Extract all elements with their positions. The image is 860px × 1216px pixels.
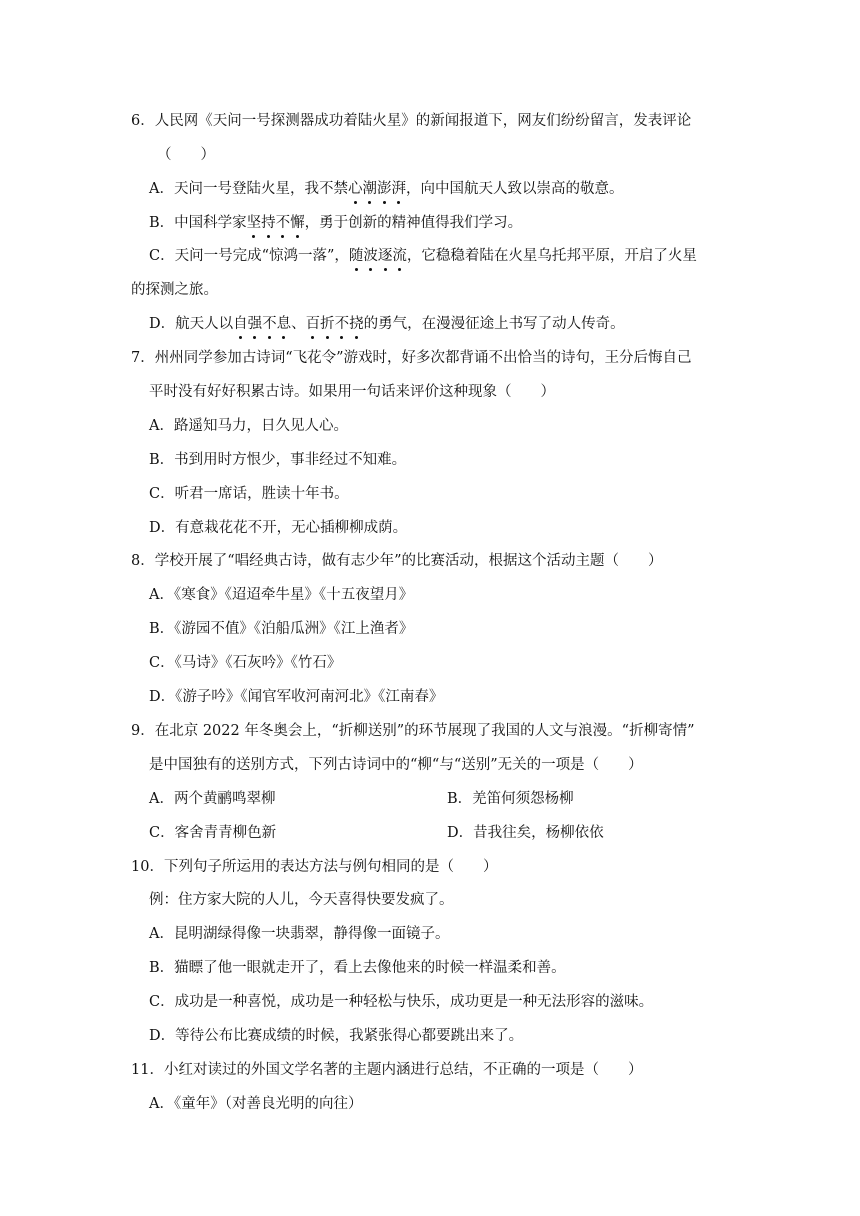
question-11-option-a: A．《童年》（对善良光明的向往） bbox=[149, 1096, 363, 1112]
question-6-option-c-continuation: 的探测之旅。 bbox=[131, 282, 218, 298]
question-7-option-a: A．路遥知马力，日久见人心。 bbox=[149, 418, 348, 434]
question-6-option-a bbox=[149, 179, 623, 199]
question-6-option-b bbox=[149, 213, 522, 233]
question-7-stem: 7．州州同学参加古诗词“飞花令”游戏时，好多次都背诵不出恰当的诗句，王分后悔自己 bbox=[131, 350, 692, 366]
dotted-emphasis-phrase bbox=[349, 248, 407, 264]
emphasis-char: 坚 bbox=[246, 215, 262, 231]
question-6-stem: 6．人民网《天问一号探测器成功着陆火星》的新闻报道下，网友们纷纷留言，发表评论 bbox=[131, 113, 692, 129]
option-b-text-before: B．中国科学家 bbox=[149, 215, 247, 231]
question-8-option-a: A．《寒食》《迢迢牵牛星》《十五夜望月》 bbox=[149, 587, 414, 603]
question-8-option-d: D．《游子吟》《闻官军收河南河北》《江南春》 bbox=[149, 689, 444, 705]
emphasis-char: 潮 bbox=[362, 181, 377, 197]
dotted-emphasis-phrase bbox=[306, 316, 364, 332]
emphasis-char: 不 bbox=[275, 215, 291, 231]
emphasis-char: 不 bbox=[262, 316, 277, 332]
dotted-emphasis-phrase bbox=[348, 181, 406, 197]
question-9-stem: 9．在北京 2022 年冬奥会上，“折柳送别”的环节展现了我国的人文与浪漫。“折柳寄情” bbox=[131, 723, 695, 739]
emphasis-char: 百 bbox=[305, 316, 321, 332]
question-11-stem: 11．小红对读过的外国文学名著的主题内涵进行总结，不正确的一项是（ ） bbox=[131, 1062, 643, 1078]
dotted-emphasis-phrase bbox=[247, 215, 305, 231]
option-c-text-before: C．天问一号完成“惊鸿一落”， bbox=[149, 248, 349, 264]
emphasis-char: 随 bbox=[348, 248, 364, 264]
question-7-option-c: C．听君一席话，胜读十年书。 bbox=[149, 486, 349, 502]
dotted-emphasis-phrase bbox=[233, 316, 291, 332]
question-9-option-a: A．两个黄鹂鸣翠柳 bbox=[149, 791, 276, 807]
emphasis-char: 不 bbox=[334, 316, 350, 332]
emphasis-char: 折 bbox=[320, 316, 335, 332]
emphasis-char: 强 bbox=[247, 316, 263, 332]
option-c-text-after: ，它稳稳着陆在火星乌托邦平原，开启了火星 bbox=[406, 248, 697, 264]
question-8-stem: 8．学校开展了“唱经典古诗，做有志少年”的比赛活动，根据这个活动主题（ ） bbox=[131, 553, 663, 569]
question-10-example: 例：住方家大院的人儿，今天喜得快要发疯了。 bbox=[149, 892, 454, 908]
question-8-option-c: C．《马诗》《石灰吟》《竹石》 bbox=[149, 655, 342, 671]
emphasis-char: 澎 bbox=[376, 181, 392, 197]
option-a-text-after: ，向中国航天人致以崇高的敬意。 bbox=[405, 181, 624, 197]
emphasis-char: 持 bbox=[261, 215, 276, 231]
question-9-option-c: C．客舍青青柳色新 bbox=[149, 825, 277, 841]
question-10-option-c: C．成功是一种喜悦，成功是一种轻松与快乐，成功更是一种无法形容的滋味。 bbox=[149, 994, 654, 1010]
question-9-option-b: B．羌笛何须怨杨柳 bbox=[447, 791, 574, 807]
emphasis-char: 心 bbox=[347, 181, 363, 197]
option-d-separator: 、 bbox=[291, 316, 306, 332]
question-10-option-a: A．昆明湖绿得像一块翡翠，静得像一面镜子。 bbox=[149, 926, 450, 942]
question-6-option-d bbox=[149, 314, 625, 334]
question-6-option-c bbox=[149, 246, 697, 266]
emphasis-char: 流 bbox=[392, 248, 407, 264]
question-7-stem-continuation: 平时没有好好积累古诗。如果用一句话来评价这种现象（ ） bbox=[149, 384, 555, 400]
question-7-option-b: B．书到用时方恨少，事非经过不知难。 bbox=[149, 452, 407, 468]
emphasis-char: 逐 bbox=[377, 248, 393, 264]
question-9-stem-continuation: 是中国独有的送别方式，下列古诗词中的“柳“与“送别”无关的一项是（ ） bbox=[149, 757, 643, 773]
question-10-option-d: D．等待公布比赛成绩的时候，我紧张得心都要跳出来了。 bbox=[149, 1028, 524, 1044]
question-10-option-b: B．猫瞟了他一眼就走开了，看上去像他来的时候一样温柔和善。 bbox=[149, 960, 566, 976]
question-6-answer-paren: （ ） bbox=[157, 147, 215, 163]
emphasis-char: 息 bbox=[276, 316, 292, 332]
question-9-option-d: D．昔我往矣，杨柳依依 bbox=[447, 825, 604, 841]
emphasis-char: 挠 bbox=[349, 316, 364, 332]
option-d-text-after: 的勇气，在漫漫征途上书写了动人传奇。 bbox=[363, 316, 625, 332]
emphasis-char: 湃 bbox=[391, 181, 406, 197]
option-b-text-after: ，勇于创新的精神值得我们学习。 bbox=[304, 215, 523, 231]
emphasis-char: 懈 bbox=[290, 215, 305, 231]
emphasis-char: 自 bbox=[233, 316, 248, 332]
option-a-text-before: A．天问一号登陆火星，我不禁 bbox=[149, 181, 348, 197]
emphasis-char: 波 bbox=[363, 248, 378, 264]
question-8-option-b: B．《游园不值》《泊船瓜洲》《江上渔者》 bbox=[149, 621, 414, 637]
question-7-option-d: D．有意栽花花不开，无心插柳柳成荫。 bbox=[149, 520, 408, 536]
question-10-stem: 10．下列句子所运用的表达方法与例句相同的是（ ） bbox=[131, 859, 498, 875]
option-d-text-before: D．航天人以 bbox=[149, 316, 234, 332]
